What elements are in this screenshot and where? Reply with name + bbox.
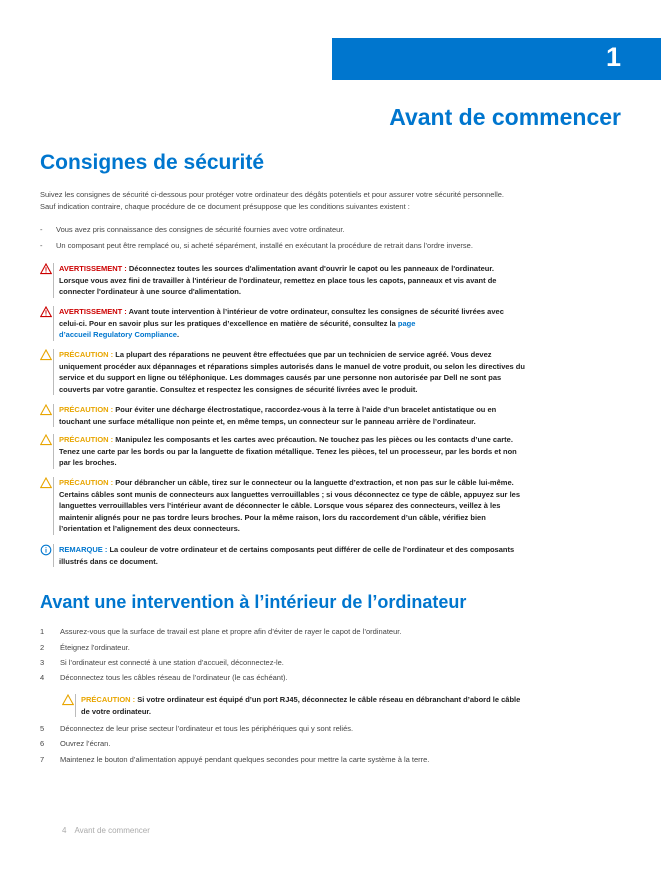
caution-icon xyxy=(40,404,52,416)
caution-icon xyxy=(40,477,52,489)
section-title-before: Avant une intervention à l’intérieur de l’ordinateur xyxy=(40,592,467,612)
footer-title: Avant de commencer xyxy=(74,826,150,835)
warning-icon xyxy=(40,306,52,318)
chapter-number: 1 xyxy=(605,42,621,72)
chapter-title: Avant de commencer xyxy=(389,104,621,130)
regulatory-link[interactable]: d’accueil Regulatory Compliance xyxy=(59,330,177,339)
page-footer xyxy=(62,826,158,835)
section-title-safety: Consignes de sécurité xyxy=(40,151,265,174)
caution-icon xyxy=(40,434,52,446)
page-number: 4 xyxy=(62,826,67,835)
regulatory-link[interactable]: page xyxy=(397,318,416,328)
safety-intro: Suivez les consignes de sécurité ci-dessous pour protéger votre ordinateur des dégâts potentiels et pour assurer votre sécurité personnelle. Sauf indication contraire, chaque procédure de ce document présuppose que les conditions suivantes existent : xyxy=(40,190,505,211)
warning-icon xyxy=(40,263,52,275)
caution-icon xyxy=(40,349,52,361)
caution-icon xyxy=(62,694,74,706)
info-icon xyxy=(40,544,52,556)
chapter-banner xyxy=(332,38,661,80)
